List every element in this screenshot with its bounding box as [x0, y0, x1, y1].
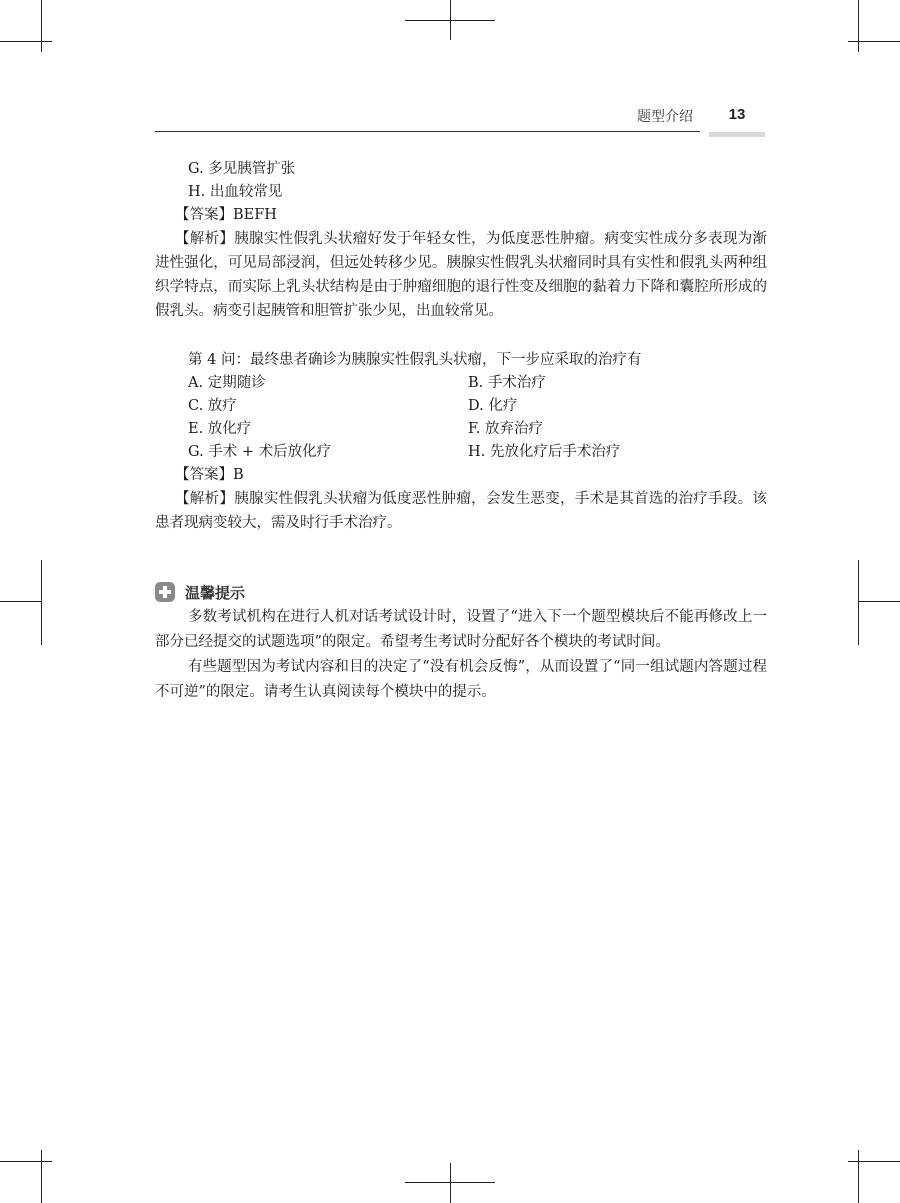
- section-title: 题型介绍: [637, 109, 693, 125]
- option-item: D. 化疗: [468, 398, 518, 414]
- question-stem: 第 4 问：最终患者确诊为胰腺实性假乳头状瘤，下一步应采取的治疗有: [188, 352, 642, 368]
- option-grid: [155, 372, 767, 464]
- option-item: A. 定期随诊: [188, 375, 266, 391]
- answer-line: 【答案】B: [175, 467, 244, 483]
- tip-paragraph: 有些题型因为考试内容和目的决定了“没有机会反悔”，从而设置了“同一组试题内答题过程不可逆”的限定。请考生认真阅读每个模块中的提示。: [155, 659, 767, 700]
- tip-body: [155, 605, 767, 705]
- option-item: E. 放化疗: [188, 421, 252, 437]
- option-item: F. 放弃治疗: [468, 421, 544, 437]
- page-number: 13: [728, 106, 746, 123]
- tip-paragraph: 多数考试机构在进行人机对话考试设计时，设置了“进入下一个题型模块后不能再修改上一部分已经提交的试题选项”的限定。希望考生考试时分配好各个模块的考试时间。: [155, 609, 767, 650]
- page-number-bar: [709, 132, 765, 137]
- page-number-box: [709, 106, 765, 134]
- page-content: [155, 158, 767, 705]
- option-item: H. 先放化疗后手术治疗: [468, 444, 621, 460]
- header-rule: [155, 131, 700, 132]
- option-item: G. 多见胰管扩张: [188, 161, 296, 177]
- option-item: C. 放疗: [188, 398, 237, 414]
- analysis-paragraph: 【解析】胰腺实性假乳头状瘤为低度恶性肿瘤，会发生恶变，手术是其首选的治疗手段。该患者现病变较大，需及时行手术治疗。: [155, 491, 767, 531]
- running-header: [155, 106, 765, 132]
- tip-title: 温馨提示: [185, 583, 246, 602]
- analysis-paragraph: 【解析】胰腺实性假乳头状瘤好发于年轻女性，为低度恶性肿瘤。病变实性成分多表现为渐进性强化，可见局部浸润，但远处转移少见。胰腺实性假乳头状瘤同时具有实性和假乳头两种组织学特点，而实际上乳头状结构是由于肿瘤细胞的退行性变及细胞的黏着力下降和囊腔所形成的假乳头。病变引起胰管和胆管扩张少见，出血较常见。: [155, 231, 767, 319]
- option-item: B. 手术治疗: [468, 375, 546, 391]
- answer-line: 【答案】BEFH: [175, 207, 277, 223]
- option-item: G. 手术 + 术后放化疗: [188, 444, 332, 460]
- plus-icon: [155, 582, 175, 602]
- option-item: H. 出血较常见: [188, 184, 283, 200]
- tip-heading: [155, 579, 767, 605]
